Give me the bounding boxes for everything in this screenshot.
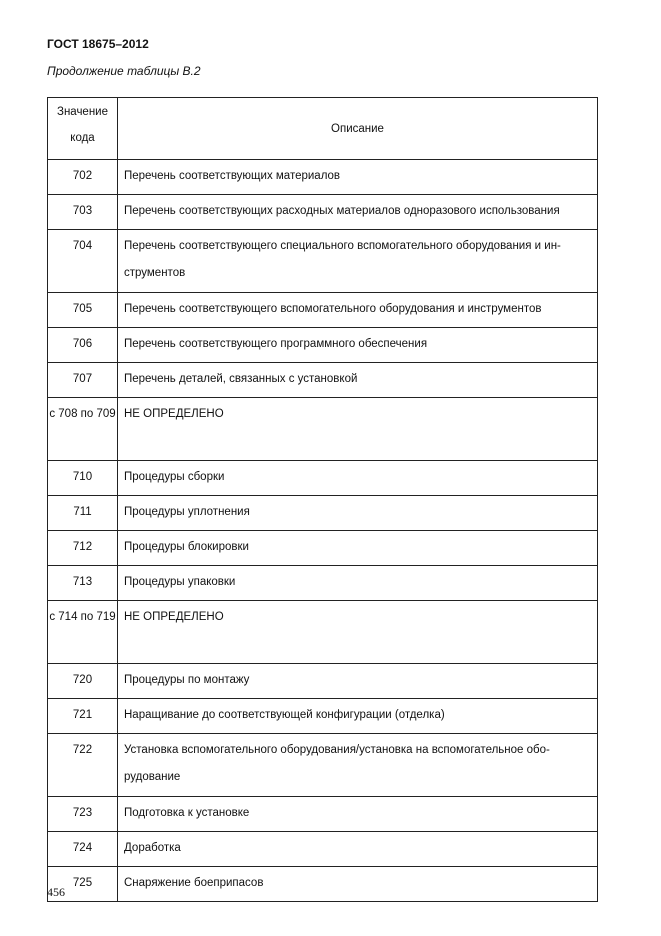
table-row <box>48 664 598 699</box>
table-row <box>48 195 598 230</box>
code-cell: с 708 по 709 <box>48 398 118 461</box>
code-cell: 707 <box>48 363 118 398</box>
description-cell: НЕ ОПРЕДЕЛЕНО <box>118 398 598 461</box>
table-row <box>48 160 598 195</box>
table-row <box>48 531 598 566</box>
code-cell: 724 <box>48 832 118 867</box>
code-cell: 705 <box>48 293 118 328</box>
table-row <box>48 601 598 664</box>
table-row <box>48 461 598 496</box>
description-cell: Процедуры по монтажу <box>118 664 598 699</box>
code-cell: 720 <box>48 664 118 699</box>
description-cell: Подготовка к установке <box>118 797 598 832</box>
description-cell: Перечень соответствующего специального вспомогательного оборудования и ин-струментов <box>118 230 598 293</box>
table-header-row <box>48 98 598 160</box>
description-cell: Процедуры сборки <box>118 461 598 496</box>
code-cell: с 714 по 719 <box>48 601 118 664</box>
description-cell: Перечень соответствующего вспомогательного оборудования и инструментов <box>118 293 598 328</box>
description-cell: Установка вспомогательного оборудования/установка на вспомогательное обо-рудование <box>118 734 598 797</box>
header-description: Описание <box>118 98 598 160</box>
table-row <box>48 734 598 797</box>
code-cell: 723 <box>48 797 118 832</box>
code-table <box>47 97 598 902</box>
document-standard-number: ГОСТ 18675–2012 <box>47 37 149 51</box>
description-cell: НЕ ОПРЕДЕЛЕНО <box>118 601 598 664</box>
header-code <box>48 98 118 160</box>
description-cell: Процедуры упаковки <box>118 566 598 601</box>
code-cell: 722 <box>48 734 118 797</box>
description-cell: Наращивание до соответствующей конфигурации (отделка) <box>118 699 598 734</box>
table-row <box>48 293 598 328</box>
code-cell: 703 <box>48 195 118 230</box>
code-cell: 712 <box>48 531 118 566</box>
table-row <box>48 832 598 867</box>
table-row <box>48 363 598 398</box>
code-cell: 721 <box>48 699 118 734</box>
table-row <box>48 230 598 293</box>
table-row <box>48 496 598 531</box>
code-cell: 702 <box>48 160 118 195</box>
description-cell: Перечень соответствующих материалов <box>118 160 598 195</box>
page-number: 456 <box>47 885 65 899</box>
header-code-line2: кода <box>70 132 95 144</box>
description-cell: Процедуры уплотнения <box>118 496 598 531</box>
code-cell: 711 <box>48 496 118 531</box>
description-cell: Процедуры блокировки <box>118 531 598 566</box>
code-cell: 704 <box>48 230 118 293</box>
table-continuation-caption: Продолжение таблицы В.2 <box>47 64 201 78</box>
description-cell: Перечень соответствующего программного обеспечения <box>118 328 598 363</box>
description-cell: Снаряжение боеприпасов <box>118 867 598 902</box>
description-cell: Перечень соответствующих расходных материалов одноразового использования <box>118 195 598 230</box>
table-row <box>48 566 598 601</box>
code-cell: 706 <box>48 328 118 363</box>
table-row <box>48 398 598 461</box>
header-code-line1: Значение <box>57 106 108 118</box>
table-row <box>48 699 598 734</box>
code-cell: 710 <box>48 461 118 496</box>
description-cell: Доработка <box>118 832 598 867</box>
description-cell: Перечень деталей, связанных с установкой <box>118 363 598 398</box>
table-row <box>48 797 598 832</box>
code-cell: 725 <box>48 867 118 902</box>
table-row <box>48 328 598 363</box>
code-cell: 713 <box>48 566 118 601</box>
table-row <box>48 867 598 902</box>
